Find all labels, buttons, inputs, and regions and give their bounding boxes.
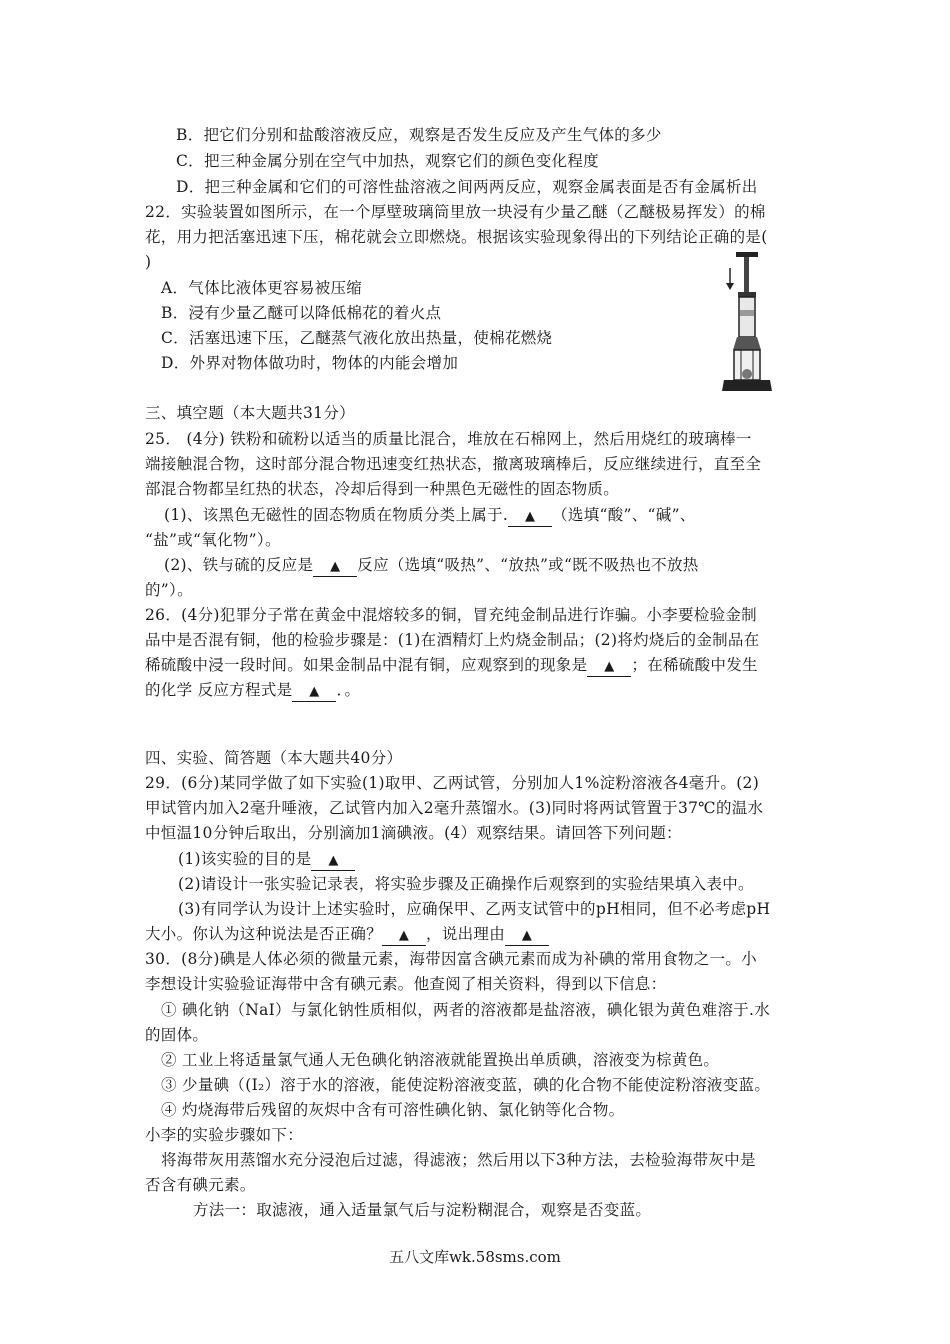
triangle-marker-icon: ▲ [398, 928, 410, 943]
answer-blank[interactable] [508, 506, 552, 527]
q25-stem-line2: 端接触混合物，这时部分混合物迅速变红热状态，撤离玻璃棒后，反应继续进行，直至全 [145, 455, 762, 473]
triangle-marker-icon: ▲ [309, 684, 320, 699]
q30-info-1: ① 碘化钠（NaI）与氯化钠性质相似，两者的溶液都是盐溶液，碘化银为黄色难溶于.水 [161, 1001, 771, 1019]
q30-info-4: ④ 灼烧海带后残留的灰烬中含有可溶性碘化钠、氯化钠等化合物。 [161, 1101, 625, 1119]
answer-blank[interactable] [313, 556, 357, 577]
q22-option-a: A．气体比液体更容易被压缩 [161, 279, 363, 297]
q30-info-3: ③ 少量碘（(I₂）溶于水的溶液，能使淀粉溶液变蓝，碘的化合物不能使淀粉溶液变蓝。 [161, 1076, 771, 1094]
q29-stem-line1: 29．(6分)某同学做了如下实验(1)取甲、乙两试管，分别加人1%淀粉溶液各4毫升。(2) [145, 774, 760, 792]
q25-part2-line2: 的”）。 [145, 581, 193, 599]
q25-part2 [164, 554, 699, 577]
q29-sub3-line2 [145, 923, 549, 946]
q30-steps-heading: 小李的实验步骤如下： [145, 1126, 304, 1144]
section-4-heading: 四、实验、简答题（本大题共40分） [145, 749, 403, 767]
q29-sub3-reason-label: ，说出理由 [426, 925, 506, 943]
q21-option-d: D．把三种金属和它们的可溶性盐溶液之间两两反应，观察金属表面是否有金属析出 [176, 178, 758, 196]
q25-part1 [164, 504, 696, 527]
q29-sub3: (3)有同学认为设计上述实验时，应确保甲、乙两支试管中的pH相同，但不必考虑pH [178, 900, 771, 918]
triangle-marker-icon: ▲ [524, 509, 536, 524]
triangle-marker-icon: ▲ [328, 853, 339, 868]
q22-stem-line1: 22．实验装置如图所示，在一个厚壁玻璃筒里放一块浸有少量乙醚（乙醚极易挥发）的棉 [145, 203, 766, 221]
q30-stem-line1: 30．(8分)碘是人体必须的微量元素，海带因富含碘元素而成为补碘的常用食物之一。小 [145, 950, 757, 968]
q22-option-b: B．浸有少量乙醚可以降低棉花的着火点 [161, 304, 442, 322]
q21-option-b: B．把它们分别和盐酸溶液反应，观察是否发生反应及产生气体的多少 [176, 126, 662, 144]
q25-part2-text: (2)、铁与硫的反应是 [164, 556, 314, 574]
q25-stem-line3: 部混合物都呈红热的状态，冷却后得到一种黑色无磁性的固态物质。 [145, 480, 620, 498]
answer-blank[interactable] [505, 925, 549, 946]
q29-stem-line2: 甲试管内加入2毫升唾液，乙试管内加入2毫升蒸馏水。(3)同时将两试管置于37℃的温水 [145, 799, 764, 817]
q22-stem-line2: 花，用力把活塞迅速下压，棉花就会立即燃烧。根据该实验现象得出的下列结论正确的是( [145, 228, 768, 246]
q25-part1-text: (1)、该黑色无磁性的固态物质在物质分类上属于. [164, 506, 509, 524]
q25-part2-choices: 反应（选填“吸热”、“放热”或“既不吸热也不放热 [357, 556, 699, 574]
q26-stem-line3 [145, 654, 758, 677]
q29-sub1 [178, 848, 355, 871]
q22-option-d: D．外界对物体做功时，物体的内能会增加 [161, 354, 459, 372]
q30-info-2: ② 工业上将适量氯气通人无色碘化钠溶液就能置换出单质碘，溶液变为棕黄色。 [161, 1051, 720, 1069]
q30-info-1-line2: 的固体。 [145, 1026, 209, 1044]
q29-stem-line3: 中恒温10分钟后取出，分别滴加1滴碘液。(4）观察结果。请回答下列问题： [145, 824, 682, 842]
q25-part1-line2: “盐”或“氧化物”）。 [145, 531, 281, 549]
triangle-marker-icon: ▲ [604, 659, 615, 674]
q26-stem-line1: 26．(4分)犯罪分子常在黄金中混熔较多的铜，冒充纯金制品进行诈骗。小李要检验金制 [145, 606, 757, 624]
q25-part1-choices: （选填“酸”、“碱”、 [552, 506, 696, 524]
q30-stem-line2: 李想设计实验验证海带中含有碘元素。他查阅了相关资料，得到以下信息： [145, 975, 667, 993]
q26-stem-line4 [145, 679, 360, 702]
q29-sub2: (2)请设计一张实验记录表，将实验步骤及正确操作后观察到的实验结果填入表中。 [178, 875, 754, 893]
q25-stem-line1: 25． (4分) 铁粉和硫粉以适当的质量比混合，堆放在石棉网上，然后用烧红的玻璃棒一 [145, 430, 752, 448]
q26-line3-text: 稀硫酸中浸一段时间。如果金制品中混有铜，应观察到的现象是 [145, 656, 588, 674]
q26-stem-line2: 品中是否混有铜，他的检验步骤是：(1)在酒精灯上灼烧金制品；(2)将灼烧后的金制品在 [145, 631, 760, 649]
q30-paragraph-line1: 将海带灰用蒸馏水充分浸泡后过滤，得滤液；然后用以下3种方法，去检验海带灰中是 [161, 1151, 756, 1169]
answer-blank[interactable] [311, 850, 355, 871]
page-footer: 五八文库wk.58sms.com [389, 1248, 561, 1266]
q30-method-1: 方法一：取滤液，通入适量氯气后与淀粉糊混合，观察是否变蓝。 [193, 1201, 652, 1219]
answer-blank[interactable] [292, 681, 336, 702]
q22-option-c: C．活塞迅速下压，乙醚蒸气液化放出热量，使棉花燃烧 [161, 329, 553, 347]
answer-blank[interactable] [587, 656, 631, 677]
q30-paragraph-line2: 否含有碘元素。 [145, 1176, 256, 1194]
q26-line4-text: 的化学 反应方程式是 [145, 681, 293, 699]
q26-line3-tail: ；在稀硫酸中发生 [631, 656, 758, 674]
q21-option-c: C．把三种金属分别在空气中加热，观察它们的颜色变化程度 [176, 152, 599, 170]
piston-apparatus-figure [718, 250, 774, 396]
q22-stem-line3: ) [145, 253, 152, 271]
q26-line4-tail: ．。 [336, 681, 361, 699]
section-3-heading: 三、填空题（本大题共31分） [145, 404, 355, 422]
answer-blank[interactable] [382, 925, 426, 946]
triangle-marker-icon: ▲ [521, 928, 533, 943]
q29-sub3-question: 大小。你认为这种说法是否正确？ [145, 925, 383, 943]
triangle-marker-icon: ▲ [330, 559, 341, 574]
q29-sub1-text: (1)该实验的目的是 [178, 850, 312, 868]
